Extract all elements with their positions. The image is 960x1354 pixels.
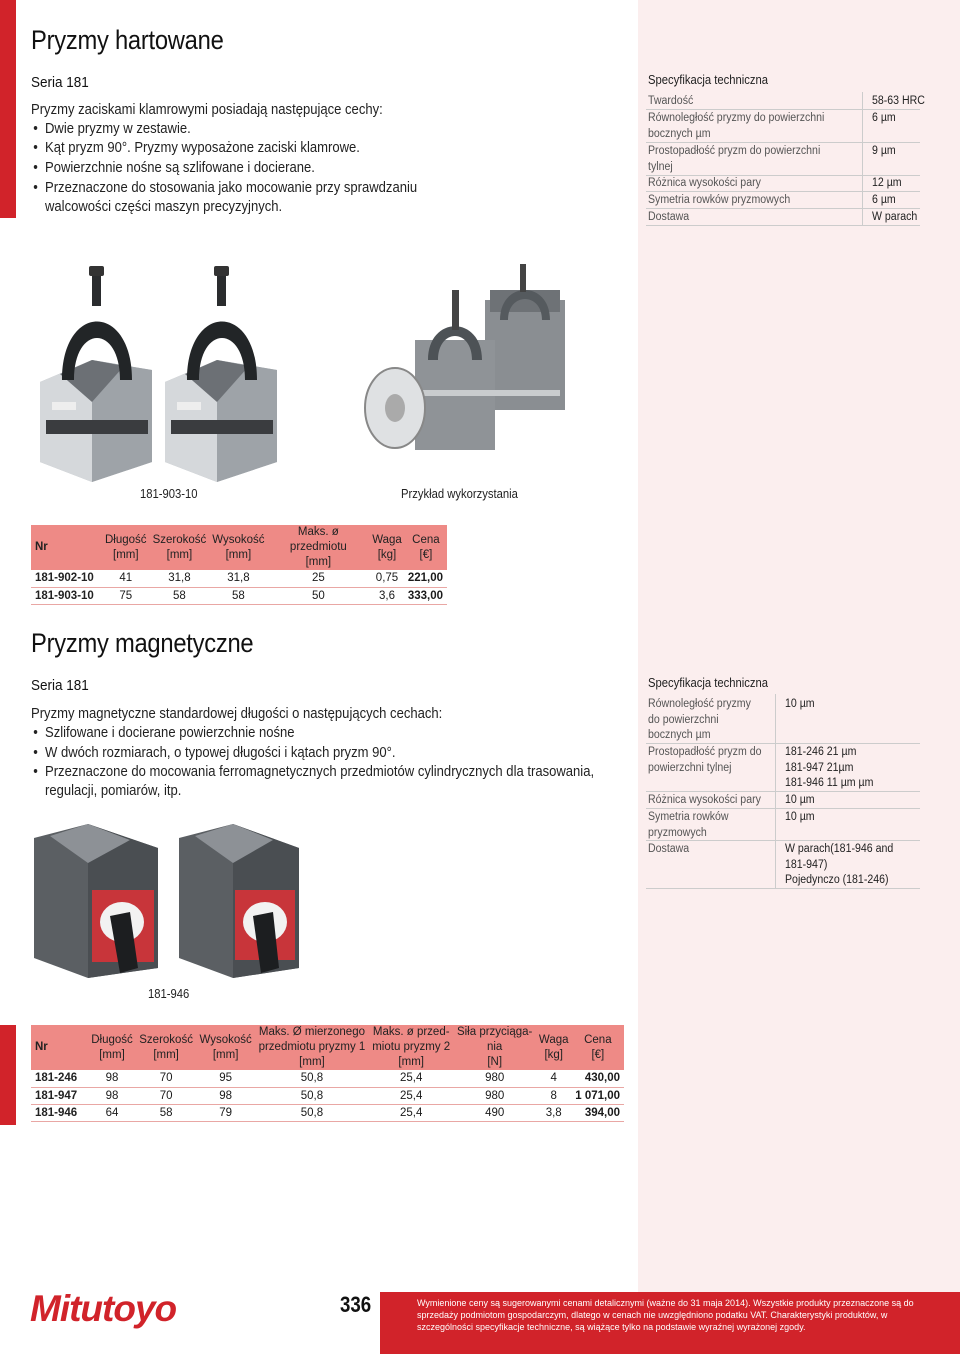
table-cell: 25,4 (369, 1087, 454, 1104)
price-table-magnetic (31, 1025, 624, 1122)
spec-value: 9 µm (872, 145, 896, 157)
spec-label: Prostopadłość pryzm do powierzchni (648, 145, 821, 157)
spec-label: Dostawa (648, 843, 690, 855)
spec-value: 10 µm (785, 794, 815, 806)
table-cell: 980 (454, 1087, 536, 1104)
table-cell: 181-946 (31, 1104, 88, 1121)
section-title-magnetic: Pryzmy magnetyczne (31, 628, 254, 658)
spec-value: 181-946 11 µm µm (785, 777, 874, 789)
table-cell: 64 (88, 1104, 136, 1121)
usage-example-photo (360, 260, 575, 460)
spec-value: 6 µm (872, 112, 896, 124)
spec-value: 181-246 21 µm (785, 746, 857, 758)
table-cell: 430,00 (572, 1070, 624, 1087)
feature-bullet: • Przeznaczone do mocowania ferromagnetycznych przedmiotów cylindrycznych dla trasowania, (33, 764, 595, 780)
table-cell: 3,6 (369, 587, 405, 604)
series-label: Seria 181 (31, 74, 89, 91)
spec-label: Symetria rowków (648, 811, 729, 823)
spec-value: 181-947) (785, 859, 828, 871)
spec-label: pryzmowych (648, 827, 707, 839)
spec-label: Równoległość pryzmy do powierzchni (648, 112, 825, 124)
col-header: Maks. ø przedmiotu [mm] (268, 525, 370, 570)
table-cell: 25,4 (369, 1104, 454, 1121)
table-cell: 4 (536, 1070, 572, 1087)
table-cell: 31,8 (150, 570, 210, 587)
section-tab-hardened (0, 0, 16, 218)
table-cell: 3,8 (536, 1104, 572, 1121)
table-cell: 70 (136, 1070, 196, 1087)
table-cell: 333,00 (405, 587, 447, 604)
table-cell: 25,4 (369, 1070, 454, 1087)
col-header: Waga [kg] (536, 1025, 572, 1070)
table-row (31, 1070, 624, 1087)
spec-rule (646, 888, 920, 889)
page-number: 336 (340, 1292, 372, 1317)
spec-label: Różnica wysokości pary (648, 794, 761, 806)
col-header: Wysokość [mm] (196, 1025, 255, 1070)
spec-label: do powierzchni (648, 714, 719, 726)
table-cell: 58 (150, 587, 210, 604)
spec-label: Równoległość pryzmy (648, 698, 751, 710)
table-cell: 98 (196, 1087, 255, 1104)
col-header: Siła przyciąga- nia [N] (454, 1025, 536, 1070)
spec-label: Prostopadłość pryzm do (648, 746, 762, 758)
table-cell: 980 (454, 1070, 536, 1087)
table-cell: 1 071,00 (572, 1087, 624, 1104)
table-cell: 70 (136, 1087, 196, 1104)
table-cell: 41 (102, 570, 150, 587)
price-table-hardened (31, 525, 447, 605)
intro-text: Pryzmy magnetyczne standardowej długości o następujących cechach: (31, 706, 443, 722)
feature-bullet: • Kąt pryzm 90°. Pryzmy wyposażone zaciski klamrowe. (33, 140, 360, 156)
spec-value: 10 µm (785, 698, 815, 710)
table-row (31, 587, 447, 604)
table-cell: 181-246 (31, 1070, 88, 1087)
spec-value: 181-947 21µm (785, 762, 854, 774)
spec-value: Pojedynczo (181-246) (785, 874, 889, 886)
table-cell: 0,75 (369, 570, 405, 587)
feature-bullet-continuation: walcowości części maszyn precyzyjnych. (45, 199, 283, 215)
spec-rule (646, 225, 920, 226)
spec-value: 12 µm (872, 177, 902, 189)
feature-bullet: • Powierzchnie nośne są szlifowane i docierane. (33, 160, 315, 176)
feature-bullet: • Szlifowane i docierane powierzchnie nośne (33, 725, 295, 741)
spec-value: W parach(181-946 and (785, 843, 894, 855)
table-cell: 8 (536, 1087, 572, 1104)
series-label: Seria 181 (31, 677, 89, 694)
spec-label: Różnica wysokości pary (648, 177, 761, 189)
table-cell: 58 (136, 1104, 196, 1121)
feature-bullet: • Przeznaczone do stosowania jako mocowanie przy sprawdzaniu (33, 180, 418, 196)
footer-disclaimer: Wymienione ceny są sugerowanymi cenami detalicznymi (ważne do 31 maja 2014). Wszystkie produkty przeznaczone są do sprzedaży podmiotom gospodarczym, dlatego w cenach nie uwzględniono podatku VAT. Charakterystyki produktów, w szczególności specyfikacje techniczne, są wiążące tylko na podstawie wyraźnej wyrażonej zgody. (417, 1298, 914, 1332)
spec-label: bocznych µm (648, 128, 711, 140)
spec-label: tylnej (648, 161, 673, 173)
section-title-hardened: Pryzmy hartowane (31, 25, 224, 55)
col-header: Szerokość [mm] (150, 525, 210, 570)
table-cell: 181-947 (31, 1087, 88, 1104)
spec-title: Specyfikacja techniczna (648, 676, 769, 690)
table-header-row (31, 525, 447, 570)
table-row (31, 570, 447, 587)
photo-caption: Przykład wykorzystania (401, 487, 518, 501)
table-cell: 98 (88, 1087, 136, 1104)
spec-divider (862, 92, 863, 225)
table-cell: 50,8 (255, 1104, 369, 1121)
spec-value: W parach (872, 211, 918, 223)
spec-label: Symetria rowków pryzmowych (648, 194, 791, 206)
col-header: Wysokość [mm] (209, 525, 267, 570)
col-header: Długość [mm] (88, 1025, 136, 1070)
intro-text: Pryzmy zaciskami klamrowymi posiadają następujące cechy: (31, 102, 383, 118)
table-cell: 79 (196, 1104, 255, 1121)
brand-logo: Mitutoyo (30, 1288, 177, 1329)
col-header: Długość [mm] (102, 525, 150, 570)
spec-title: Specyfikacja techniczna (648, 73, 769, 87)
spec-value: 10 µm (785, 811, 815, 823)
table-cell: 25 (268, 570, 370, 587)
table-row (31, 1104, 624, 1121)
v-block-pair-photo (32, 262, 302, 482)
spec-label: Twardość (648, 95, 694, 107)
col-header: Cena [€] (405, 525, 447, 570)
section-tab-magnetic-table (0, 1025, 16, 1125)
table-cell: 75 (102, 587, 150, 604)
photo-caption: 181-946 (148, 987, 190, 1001)
table-cell: 181-902-10 (31, 570, 102, 587)
table-row (31, 1087, 624, 1104)
table-cell: 221,00 (405, 570, 447, 587)
col-header: Nr (31, 1025, 88, 1070)
col-header: Maks. Ø mierzonego przedmiotu pryzmy 1 [mm] (255, 1025, 369, 1070)
table-cell: 490 (454, 1104, 536, 1121)
table-cell: 31,8 (209, 570, 267, 587)
photo-caption: 181-903-10 (140, 487, 198, 501)
table-cell: 95 (196, 1070, 255, 1087)
table-cell: 394,00 (572, 1104, 624, 1121)
col-header: Maks. ø przed- miotu pryzmy 2 [mm] (369, 1025, 454, 1070)
spec-label: Dostawa (648, 211, 690, 223)
table-header-row (31, 1025, 624, 1070)
col-header: Szerokość [mm] (136, 1025, 196, 1070)
spec-value: 6 µm (872, 194, 896, 206)
spec-label: bocznych µm (648, 729, 711, 741)
spec-label: powierzchni tylnej (648, 762, 732, 774)
table-cell: 50,8 (255, 1070, 369, 1087)
table-cell: 50 (268, 587, 370, 604)
feature-bullet: • W dwóch rozmiarach, o typowej długości i kątach pryzm 90°. (33, 745, 396, 761)
feature-bullet: • Dwie pryzmy w zestawie. (33, 121, 191, 137)
col-header: Cena [€] (572, 1025, 624, 1070)
spec-value: 58-63 HRC (872, 95, 925, 107)
col-header: Waga [kg] (369, 525, 405, 570)
col-header: Nr (31, 525, 102, 570)
magnetic-v-block-photo (30, 818, 305, 978)
table-cell: 181-903-10 (31, 587, 102, 604)
table-cell: 58 (209, 587, 267, 604)
table-cell: 98 (88, 1070, 136, 1087)
feature-bullet-continuation: regulacji, pomiarów, itp. (45, 783, 182, 799)
table-cell: 50,8 (255, 1087, 369, 1104)
